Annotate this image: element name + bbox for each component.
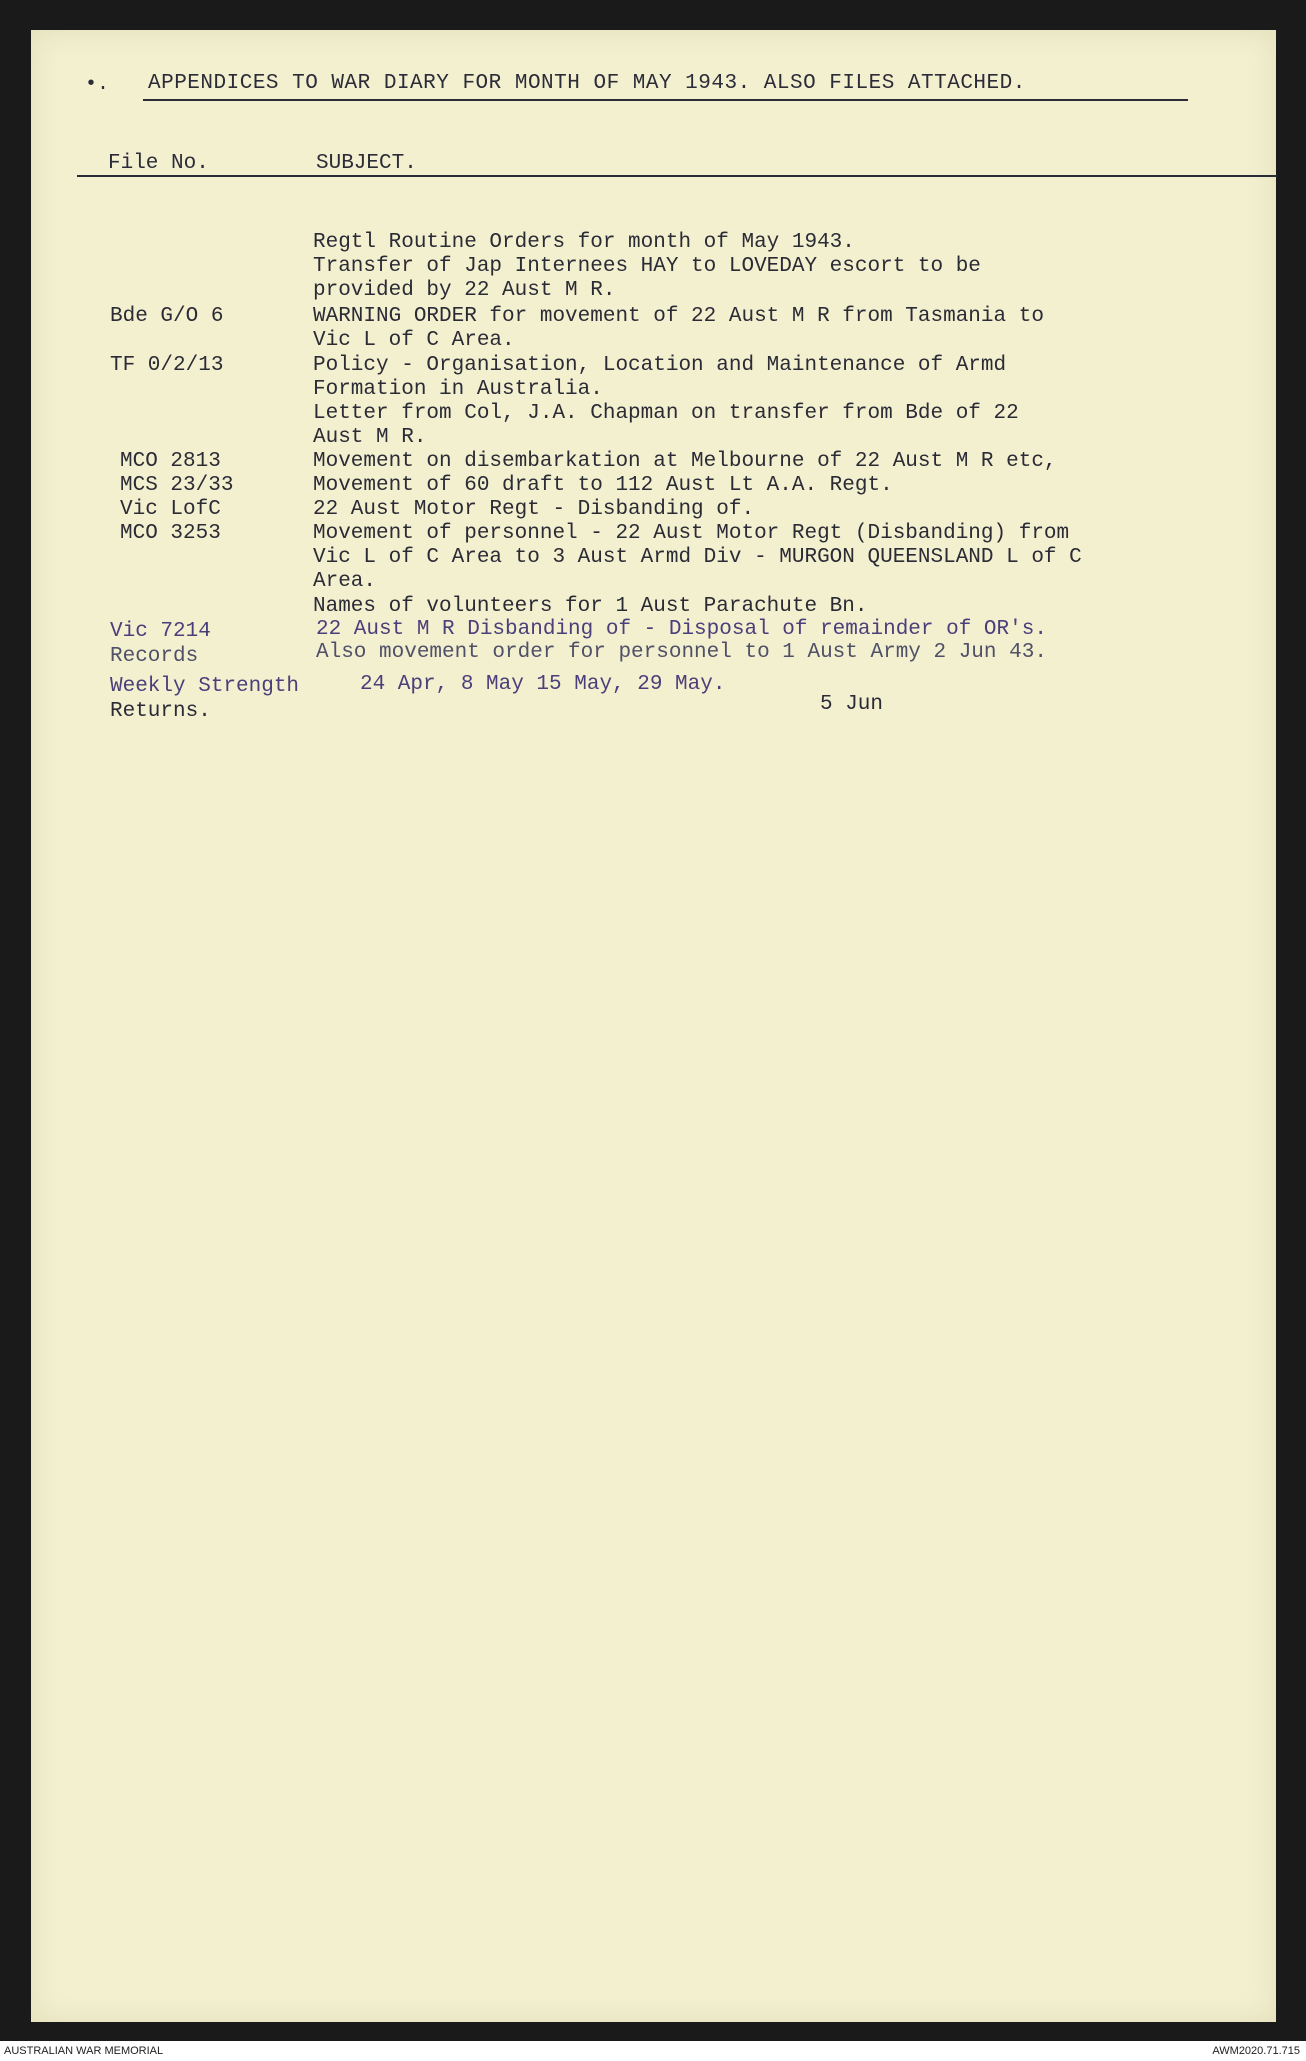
- footer-reference: AWM2020.71.715: [1212, 2045, 1300, 2057]
- title-underline: [143, 99, 1188, 101]
- document-title: APPENDICES TO WAR DIARY FOR MONTH OF MAY 1943. ALSO FILES ATTACHED.: [148, 72, 1026, 95]
- weekly-dates: 24 Apr, 8 May 15 May, 29 May.: [360, 673, 726, 696]
- weekly-label-line2: Returns.: [110, 700, 211, 723]
- subject-line: WARNING ORDER for movement of 22 Aust M R from Tasmania to: [313, 305, 1044, 328]
- file-number: MCO 2813: [120, 450, 221, 473]
- subject-line: 22 Aust Motor Regt - Disbanding of.: [313, 498, 755, 521]
- subject-line: Letter from Col, J.A. Chapman on transfer from Bde of 22: [313, 402, 1019, 425]
- subject-line: Movement on disembarkation at Melbourne of 22 Aust M R etc,: [313, 450, 1057, 473]
- header-rule: [77, 175, 1277, 177]
- subject-line: Regtl Routine Orders for month of May 1943.: [313, 231, 855, 254]
- subject-line: Vic L of C Area.: [313, 329, 515, 352]
- file-number: MCS 23/33: [120, 474, 234, 497]
- subject-line: 22 Aust M R Disbanding of - Disposal of remainder of OR's.: [316, 618, 1047, 641]
- subject-line: provided by 22 Aust M R.: [313, 279, 616, 302]
- subject-line: Aust M R.: [313, 426, 427, 449]
- file-number: Bde G/O 6: [110, 305, 224, 328]
- file-number: Records: [110, 645, 199, 668]
- subject-line: Vic L of C Area to 3 Aust Armd Div - MURGON QUEENSLAND L of C: [313, 546, 1082, 569]
- subject-line: Area.: [313, 570, 377, 593]
- weekly-extra-date: 5 Jun: [820, 693, 884, 716]
- subject-line: Also movement order for personnel to 1 Aust Army 2 Jun 43.: [316, 641, 1047, 664]
- file-number: Vic 7214: [110, 620, 211, 643]
- footer-institution: AUSTRALIAN WAR MEMORIAL: [4, 2045, 164, 2057]
- subject-line: Policy - Organisation, Location and Maintenance of Armd: [313, 354, 1007, 377]
- column-header-subject: SUBJECT.: [316, 152, 417, 175]
- subject-line: Names of volunteers for 1 Aust Parachute Bn.: [313, 595, 868, 618]
- subject-line: Formation in Australia.: [313, 378, 603, 401]
- archive-footer: [0, 2041, 1306, 2061]
- weekly-label: Weekly Strength: [110, 675, 300, 698]
- margin-mark: •.: [85, 73, 110, 96]
- file-number: TF 0/2/13: [110, 354, 224, 377]
- file-number: Vic LofC: [120, 498, 221, 521]
- subject-line: Transfer of Jap Internees HAY to LOVEDAY escort to be: [313, 255, 981, 278]
- file-number: MCO 3253: [120, 522, 221, 545]
- column-header-file-no: File No.: [108, 152, 209, 175]
- subject-line: Movement of personnel - 22 Aust Motor Regt (Disbanding) from: [313, 522, 1070, 545]
- subject-line: Movement of 60 draft to 112 Aust Lt A.A. Regt.: [313, 474, 893, 497]
